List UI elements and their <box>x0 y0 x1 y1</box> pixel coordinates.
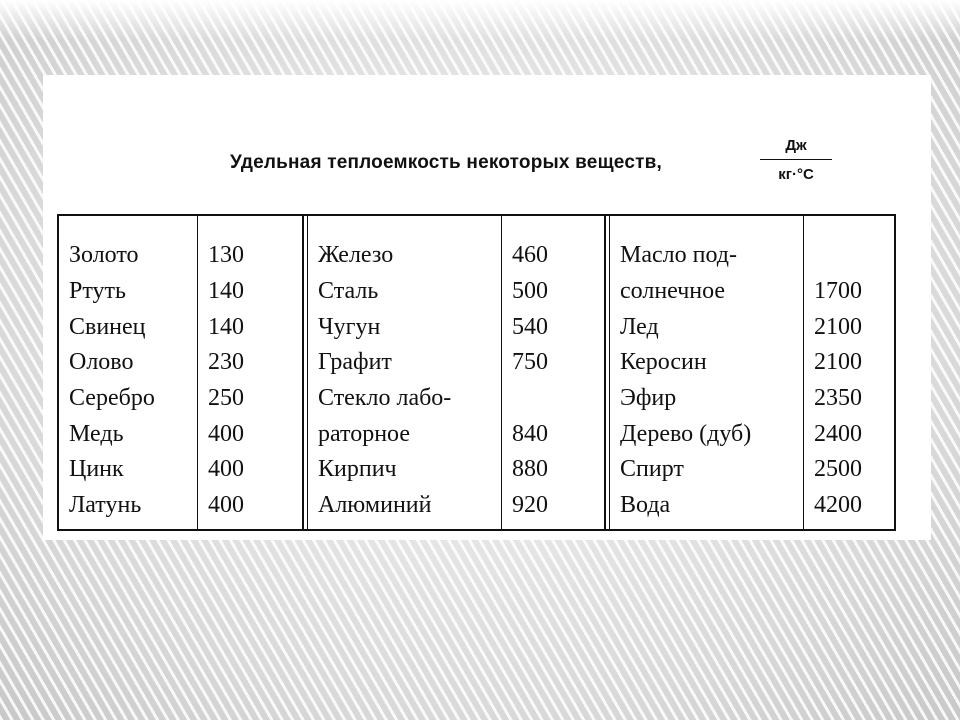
value-column-1 <box>197 216 302 529</box>
heat-capacity-value: 230 <box>208 349 244 375</box>
substance-name: Железо <box>318 242 394 268</box>
substance-column-3 <box>610 216 803 529</box>
heat-capacity-value: 2500 <box>814 456 862 482</box>
substance-name: Сталь <box>318 278 379 304</box>
substance-name: Медь <box>69 421 124 447</box>
heat-capacity-value: 460 <box>512 242 548 268</box>
heat-capacity-value: 750 <box>512 349 548 375</box>
value-column-3 <box>803 216 894 529</box>
unit-fraction <box>760 135 832 186</box>
slide-background-top <box>0 0 960 40</box>
heat-capacity-value: 140 <box>208 314 244 340</box>
unit-numerator: Дж <box>785 137 807 154</box>
substance-name-line2: раторное <box>318 421 410 447</box>
substance-name-line1: Масло под- <box>620 242 737 268</box>
heat-capacity-value: 4200 <box>814 492 862 518</box>
heat-capacity-value: 2350 <box>814 385 862 411</box>
heat-capacity-value: 400 <box>208 492 244 518</box>
substance-name: Золото <box>69 242 139 268</box>
heat-capacity-value: 920 <box>512 492 548 518</box>
fraction-bar <box>760 159 832 160</box>
heat-capacity-value: 540 <box>512 314 548 340</box>
substance-column-1 <box>59 216 197 529</box>
unit-denominator: кг·°С <box>778 166 814 183</box>
substance-name: Спирт <box>620 456 684 482</box>
heat-capacity-value: 840 <box>512 421 548 447</box>
substance-name: Алюминий <box>318 492 432 518</box>
heat-capacity-value: 400 <box>208 421 244 447</box>
substance-name: Дерево (дуб) <box>620 421 752 447</box>
substance-name: Цинк <box>69 456 124 482</box>
substance-name: Серебро <box>69 385 155 411</box>
heat-capacity-table <box>57 214 896 531</box>
heat-capacity-value: 2100 <box>814 314 862 340</box>
heat-capacity-value: 400 <box>208 456 244 482</box>
substance-name: Ртуть <box>69 278 126 304</box>
heat-capacity-value: 140 <box>208 278 244 304</box>
substance-name: Кирпич <box>318 456 397 482</box>
table-heading <box>230 135 830 195</box>
heat-capacity-value: 130 <box>208 242 244 268</box>
substance-name: Чугун <box>318 314 381 340</box>
heat-capacity-value: 880 <box>512 456 548 482</box>
substance-name-line1: Стекло лабо- <box>318 385 452 411</box>
heat-capacity-value: 1700 <box>814 278 862 304</box>
heat-capacity-value: 250 <box>208 385 244 411</box>
substance-name: Свинец <box>69 314 146 340</box>
substance-name: Олово <box>69 349 134 375</box>
substance-name: Эфир <box>620 385 677 411</box>
table-title: Удельная теплоемкость некоторых веществ, <box>230 152 662 173</box>
substance-name-line2: солнечное <box>620 278 726 304</box>
heat-capacity-value: 2100 <box>814 349 862 375</box>
value-column-2 <box>501 216 604 529</box>
substance-name: Лед <box>620 314 659 340</box>
substance-name: Латунь <box>69 492 142 518</box>
substance-name: Керосин <box>620 349 707 375</box>
substance-column-2 <box>308 216 501 529</box>
substance-name: Вода <box>620 492 671 518</box>
heat-capacity-value: 500 <box>512 278 548 304</box>
substance-name: Графит <box>318 349 392 375</box>
heat-capacity-value: 2400 <box>814 421 862 447</box>
